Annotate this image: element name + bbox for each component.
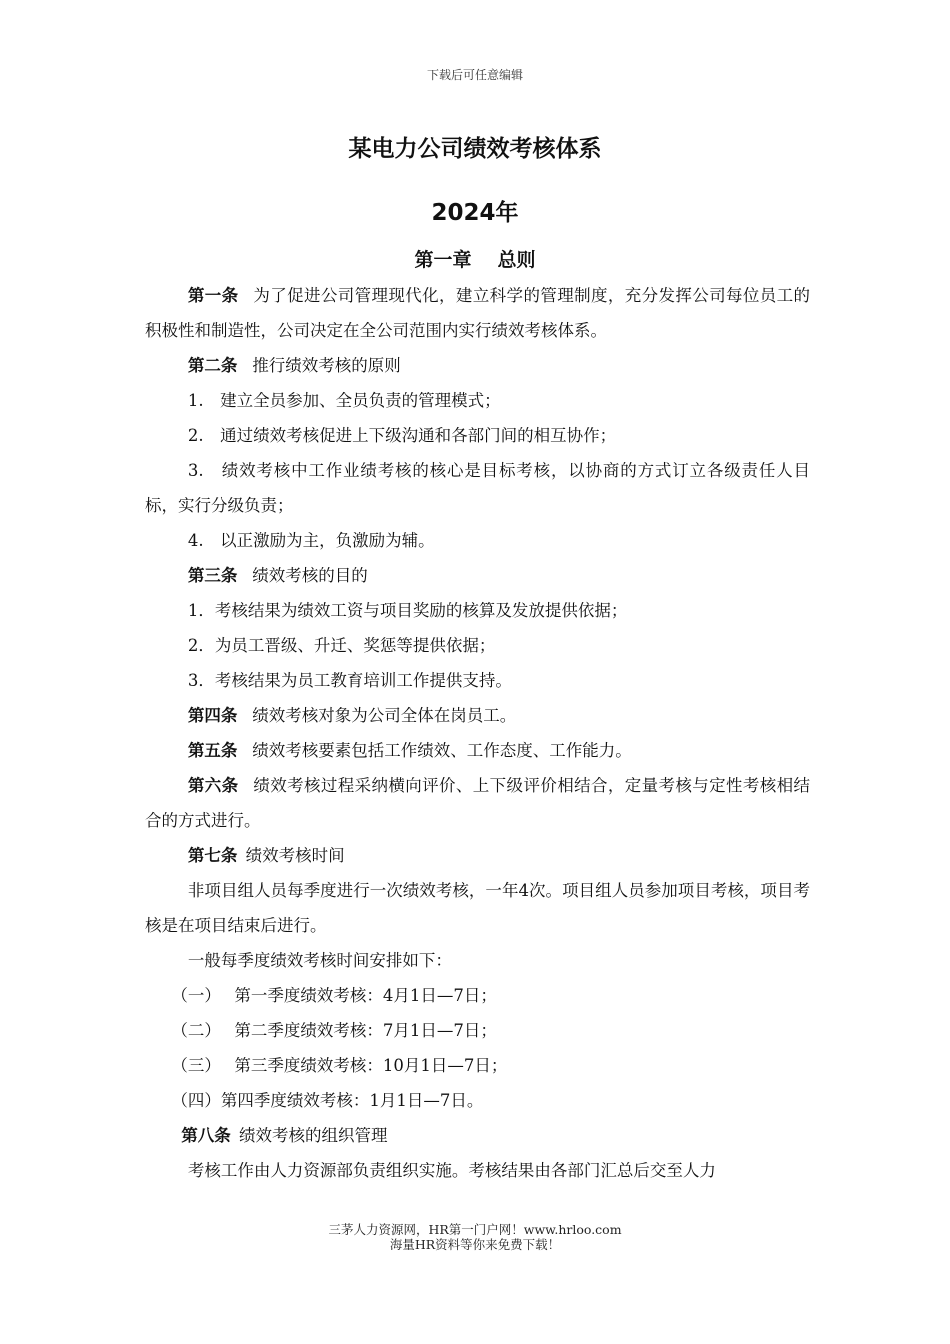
document-body (145, 278, 810, 1188)
article-8 (145, 1118, 810, 1153)
page-footer (0, 1222, 950, 1252)
article-label: 第二条 (187, 356, 238, 375)
schedule-item: （三） 第三季度绩效考核：10月1日—7日； (171, 1056, 508, 1075)
list-item: 2．为员工晋级、升迁、奖惩等提供依据； (187, 636, 496, 655)
list-item: 3. 绩效考核中工作业绩考核的核心是目标考核，以协商的方式订立各级责任人目标，实行分级负责； (145, 461, 810, 515)
article-label: 第七条 (187, 846, 238, 865)
chapter-label: 第一章 (414, 249, 472, 271)
article-6 (145, 768, 810, 838)
article-text: 绩效考核对象为公司全体在岗员工。 (252, 706, 517, 725)
article-text: 为了促进公司管理现代化，建立科学的管理制度，充分发挥公司每位员工的积极性和制造性，公司决定在全公司范围内实行绩效考核体系。 (145, 286, 811, 340)
article-text: 绩效考核要素包括工作绩效、工作态度、工作能力。 (252, 741, 632, 760)
article-text: 推行绩效考核的原则 (252, 356, 401, 375)
footer-line: 三茅人力资源网，HR第一门户网！www.hrloo.com (328, 1222, 622, 1237)
article-text: 绩效考核过程采纳横向评价、上下级评价相结合，定量考核与定性考核相结合的方式进行。 (145, 776, 811, 830)
article-label: 第五条 (187, 741, 238, 760)
paragraph: 一般每季度绩效考核时间安排如下： (187, 951, 452, 970)
article-text: 绩效考核的组织管理 (239, 1126, 388, 1145)
schedule-item: （二） 第二季度绩效考核：7月1日—7日； (171, 1021, 497, 1040)
article-2 (145, 348, 810, 383)
article-label: 第一条 (187, 286, 239, 305)
article-label: 第四条 (187, 706, 238, 725)
document-year: 2024年 (431, 200, 519, 226)
article-1 (145, 278, 810, 348)
article-label: 第三条 (187, 566, 238, 585)
article-7 (145, 838, 810, 873)
article-text: 绩效考核时间 (245, 846, 345, 865)
header-note: 下载后可任意编辑 (426, 68, 523, 82)
list-item: 3．考核结果为员工教育培训工作提供支持。 (187, 671, 512, 690)
paragraph: 考核工作由人力资源部负责组织实施。考核结果由各部门汇总后交至人力 (187, 1161, 716, 1180)
article-4 (145, 698, 810, 733)
article-label: 第八条 (181, 1126, 231, 1145)
list-item: 1．考核结果为绩效工资与项目奖励的核算及发放提供依据； (187, 601, 628, 620)
list-item: 2. 通过绩效考核促进上下级沟通和各部门间的相互协作； (187, 426, 617, 445)
article-label: 第六条 (187, 776, 239, 795)
list-item: 1. 建立全员参加、全员负责的管理模式； (187, 391, 501, 410)
chapter-name: 总则 (497, 249, 536, 271)
chapter-heading (0, 245, 950, 272)
schedule-item: （四）第四季度绩效考核：1月1日—7日。 (171, 1091, 484, 1110)
article-text: 绩效考核的目的 (252, 566, 368, 585)
article-3 (145, 558, 810, 593)
schedule-item: （一） 第一季度绩效考核：4月1日—7日； (171, 986, 497, 1005)
document-title: 某电力公司绩效考核体系 (348, 136, 602, 162)
paragraph: 非项目组人员每季度进行一次绩效考核，一年4次。项目组人员参加项目考核，项目考核是在项目结束后进行。 (145, 881, 810, 935)
list-item: 4. 以正激励为主，负激励为辅。 (187, 531, 435, 550)
article-5 (145, 733, 810, 768)
footer-line: 海量HR资料等你来免费下载！ (389, 1237, 561, 1252)
